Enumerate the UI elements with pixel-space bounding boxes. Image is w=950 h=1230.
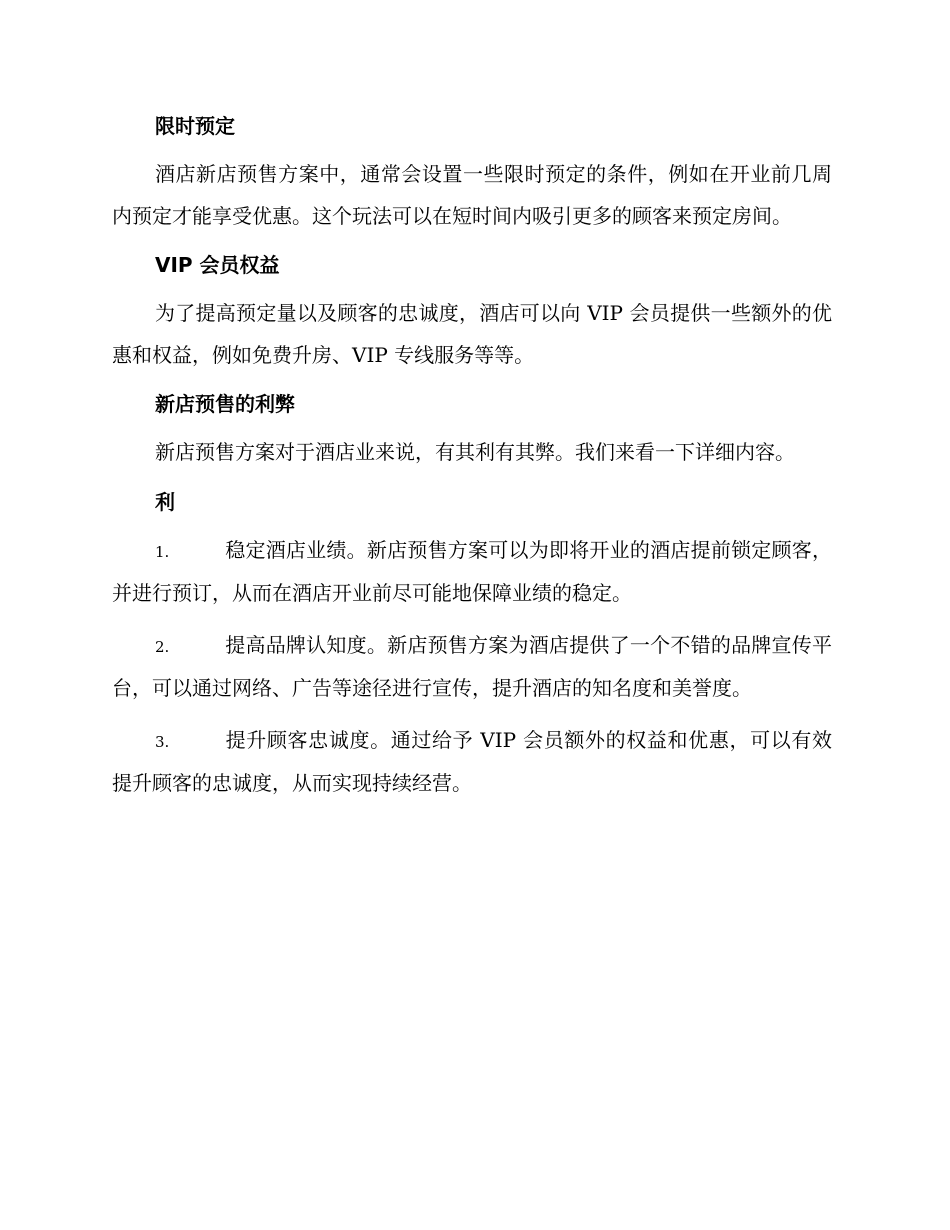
section-heading-limited-booking: 限时预定 [155, 114, 235, 138]
list-item-number: 1. [155, 542, 170, 561]
list-item-text: 提高品牌认知度。新店预售方案为酒店提供了一个不错的品牌宣传平台，可以通过网络、广告等途径进行宣传，提升酒店的知名度和美誉度。 [112, 632, 832, 700]
section-paragraph-vip-benefits: 为了提高预定量以及顾客的忠诚度，酒店可以向 VIP 会员提供一些额外的优惠和权益，例如免费升房、VIP 专线服务等等。 [112, 301, 832, 367]
list-item [112, 530, 832, 615]
list-item [112, 625, 832, 710]
section-paragraph-limited-booking: 酒店新店预售方案中，通常会设置一些限时预定的条件，例如在开业前几周内预定才能享受优惠。这个玩法可以在短时间内吸引更多的顾客来预定房间。 [112, 162, 832, 228]
list-item [112, 720, 832, 805]
list-item-number: 2. [155, 637, 170, 656]
document-page [112, 108, 832, 815]
list-item-text: 稳定酒店业绩。新店预售方案可以为即将开业的酒店提前锁定顾客，并进行预订，从而在酒店开业前尽可能地保障业绩的稳定。 [112, 537, 832, 605]
section-heading-vip-benefits: VIP 会员权益 [155, 253, 280, 277]
pros-heading: 利 [155, 489, 175, 514]
section-heading-pros-cons: 新店预售的利弊 [155, 392, 295, 416]
list-item-text: 提升顾客忠诚度。通过给予 VIP 会员额外的权益和优惠，可以有效提升顾客的忠诚度，从而实现持续经营。 [112, 727, 832, 795]
section-paragraph-pros-cons: 新店预售方案对于酒店业来说，有其利有其弊。我们来看一下详细内容。 [155, 440, 795, 464]
list-item-number: 3. [155, 732, 170, 751]
